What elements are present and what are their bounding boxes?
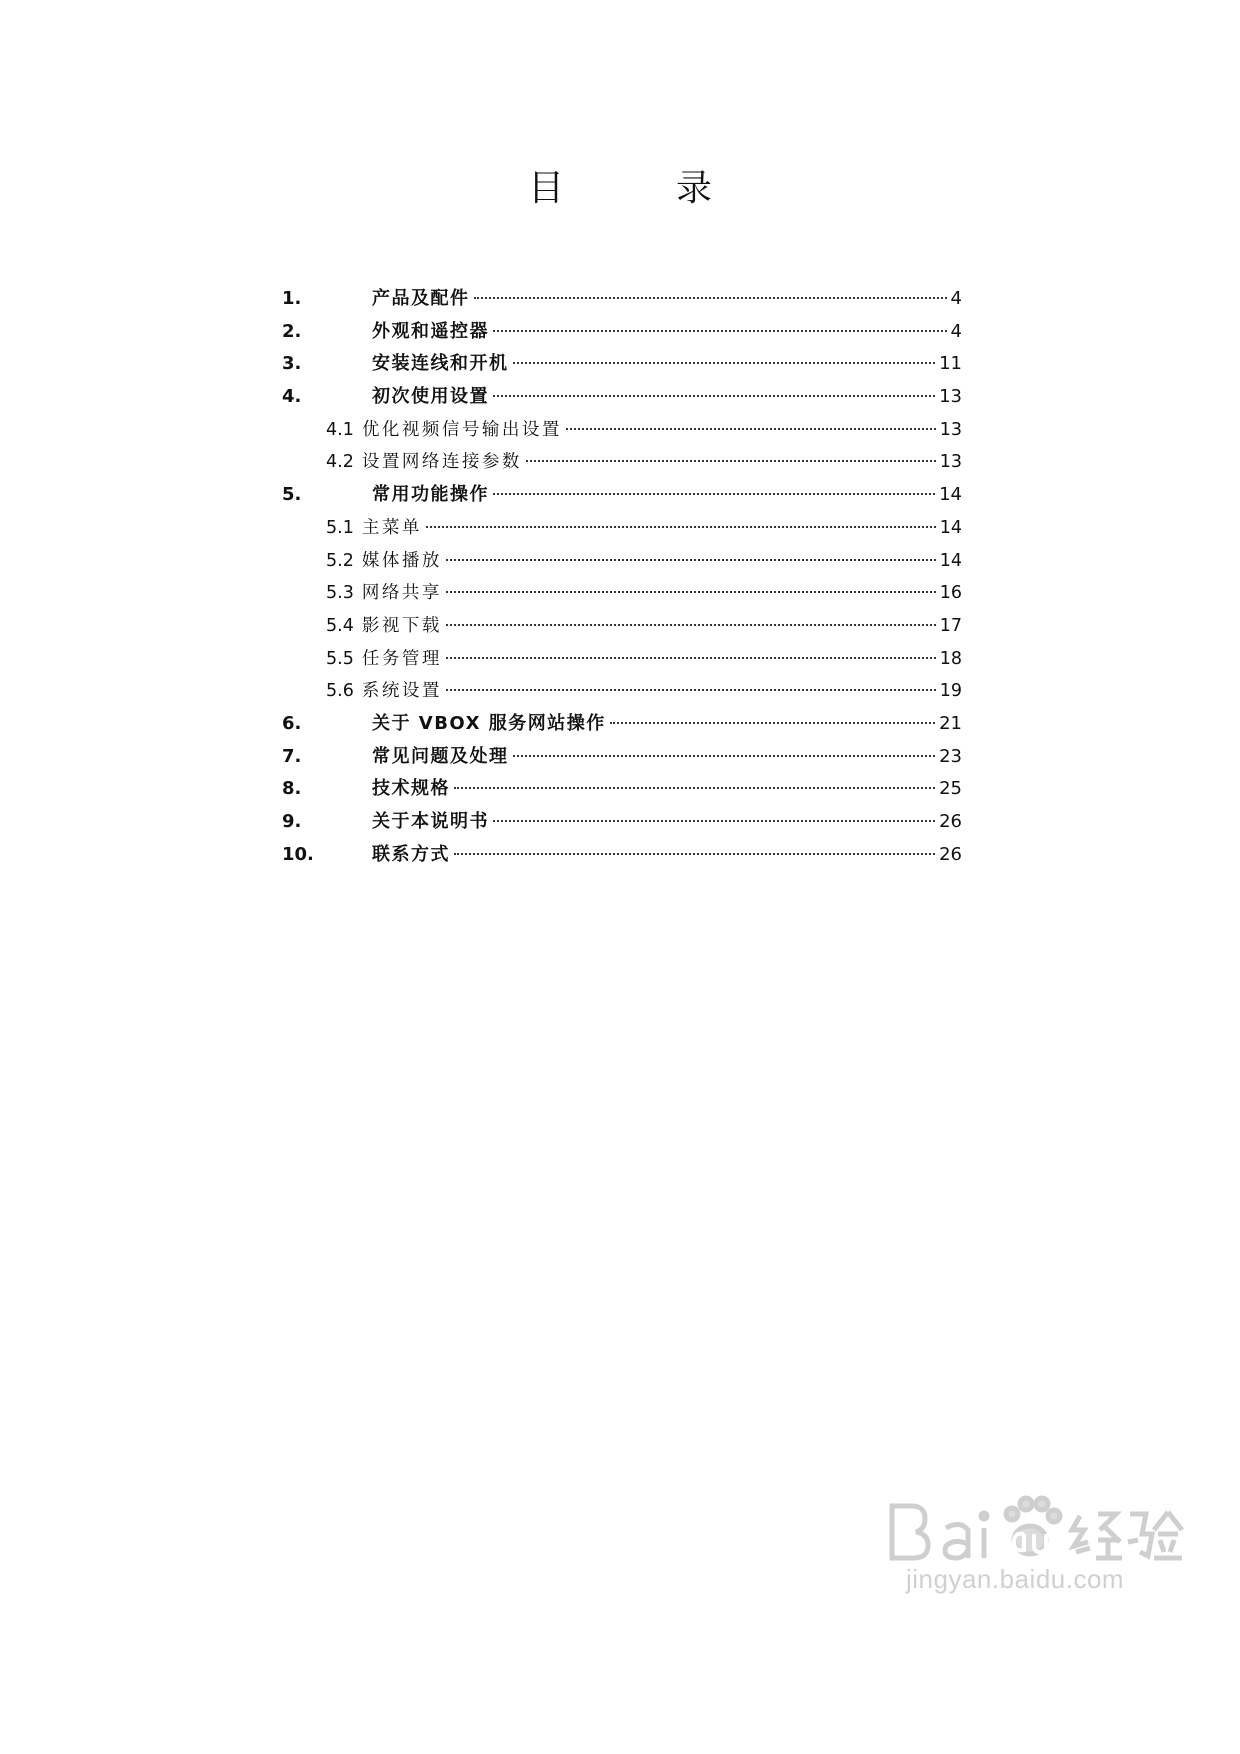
toc-entry-page: 13 bbox=[939, 419, 962, 440]
toc-entry[interactable] bbox=[282, 283, 962, 316]
dot-leader bbox=[566, 428, 936, 430]
dot-leader bbox=[493, 395, 935, 397]
toc-entry-number: 3. bbox=[282, 353, 302, 375]
toc-entry-page: 26 bbox=[939, 843, 962, 865]
toc-entry-title: 外观和遥控器 bbox=[372, 320, 489, 342]
dot-leader bbox=[446, 559, 936, 561]
toc-entry-title: 设置网络连接参数 bbox=[361, 452, 522, 473]
dot-leader bbox=[513, 755, 936, 757]
toc-entry-title: 任务管理 bbox=[361, 648, 442, 669]
toc-entry-number: 5.1 bbox=[326, 517, 354, 538]
toc-entry-number: 2. bbox=[282, 320, 302, 342]
dot-leader bbox=[446, 657, 936, 659]
toc-entry-page: 18 bbox=[939, 648, 962, 669]
toc-entry[interactable] bbox=[282, 773, 962, 806]
toc-entry-page: 25 bbox=[939, 778, 962, 800]
toc-entry[interactable] bbox=[282, 741, 962, 774]
toc-entry-title: 安装连线和开机 bbox=[372, 353, 509, 375]
toc-entry-number: 7. bbox=[282, 745, 302, 767]
dot-leader bbox=[454, 787, 935, 789]
dot-leader bbox=[493, 493, 935, 495]
toc-entry[interactable] bbox=[282, 806, 962, 839]
toc-entry[interactable] bbox=[282, 577, 962, 610]
baidu-paw-icon bbox=[884, 1486, 1184, 1566]
dot-leader bbox=[493, 820, 935, 822]
toc-entry[interactable] bbox=[282, 381, 962, 414]
toc-entry-title: 主菜单 bbox=[361, 517, 422, 538]
table-of-contents bbox=[282, 283, 962, 871]
toc-entry-number: 10. bbox=[282, 843, 314, 865]
toc-entry-page: 4 bbox=[950, 288, 962, 309]
dot-leader bbox=[474, 297, 947, 299]
toc-entry-page: 19 bbox=[939, 681, 962, 702]
toc-entry-number: 6. bbox=[282, 712, 302, 734]
toc-entry[interactable] bbox=[282, 708, 962, 741]
dot-leader bbox=[446, 624, 936, 626]
toc-entry[interactable] bbox=[282, 479, 962, 512]
toc-entry-title: 关于本说明书 bbox=[372, 811, 489, 832]
toc-entry-page: 14 bbox=[939, 550, 962, 571]
toc-entry-title: 系统设置 bbox=[361, 681, 442, 702]
toc-entry-number: 4. bbox=[282, 386, 302, 408]
toc-entry[interactable] bbox=[282, 675, 962, 708]
dot-leader bbox=[446, 689, 936, 691]
toc-entry[interactable] bbox=[282, 839, 962, 872]
dot-leader bbox=[426, 526, 936, 528]
toc-entry-title: 常用功能操作 bbox=[372, 484, 489, 506]
toc-entry-title: 关于 VBOX 服务网站操作 bbox=[372, 712, 606, 734]
toc-entry[interactable] bbox=[282, 610, 962, 643]
toc-entry-title: 媒体播放 bbox=[361, 550, 442, 571]
toc-entry-title: 产品及配件 bbox=[372, 288, 470, 309]
toc-entry-number: 5.2 bbox=[326, 550, 354, 571]
toc-entry[interactable] bbox=[282, 348, 962, 381]
dot-leader bbox=[610, 722, 935, 724]
toc-entry[interactable] bbox=[282, 316, 962, 349]
toc-entry-number: 9. bbox=[282, 811, 302, 832]
dot-leader bbox=[454, 853, 935, 855]
toc-entry-number: 5.5 bbox=[326, 648, 354, 669]
toc-entry[interactable] bbox=[282, 446, 962, 479]
toc-entry[interactable] bbox=[282, 512, 962, 545]
dot-leader bbox=[493, 330, 947, 332]
toc-entry-number: 8. bbox=[282, 778, 302, 800]
toc-entry-title: 联系方式 bbox=[372, 843, 450, 865]
toc-entry-title: 网络共享 bbox=[361, 583, 442, 604]
toc-entry[interactable] bbox=[282, 545, 962, 578]
toc-entry-page: 13 bbox=[939, 452, 962, 473]
toc-entry[interactable] bbox=[282, 414, 962, 447]
toc-entry-number: 5. bbox=[282, 484, 302, 506]
toc-entry-number: 4.2 bbox=[326, 452, 354, 473]
toc-entry-page: 14 bbox=[939, 517, 962, 538]
toc-entry-page: 14 bbox=[939, 484, 962, 506]
toc-entry[interactable] bbox=[282, 643, 962, 676]
page-title: 目 录 bbox=[527, 168, 750, 209]
toc-entry-page: 26 bbox=[939, 811, 962, 832]
dot-leader bbox=[446, 591, 936, 593]
toc-entry-title: 常见问题及处理 bbox=[372, 745, 509, 767]
toc-entry-page: 4 bbox=[950, 320, 962, 342]
toc-entry-title: 技术规格 bbox=[372, 778, 450, 800]
toc-entry-number: 1. bbox=[282, 288, 302, 309]
toc-entry-number: 5.3 bbox=[326, 583, 354, 604]
baidu-jingyan-watermark bbox=[884, 1446, 1184, 1596]
toc-entry-number: 5.4 bbox=[326, 615, 354, 636]
toc-entry-page: 16 bbox=[939, 583, 962, 604]
toc-entry-number: 4.1 bbox=[326, 419, 354, 440]
toc-entry-page: 21 bbox=[939, 712, 962, 734]
toc-entry-page: 23 bbox=[939, 745, 962, 767]
toc-entry-title: 优化视频信号输出设置 bbox=[361, 419, 562, 440]
toc-entry-page: 11 bbox=[939, 353, 962, 375]
dot-leader bbox=[526, 460, 936, 462]
toc-entry-page: 17 bbox=[939, 615, 962, 636]
toc-entry-page: 13 bbox=[939, 386, 962, 408]
dot-leader bbox=[513, 362, 936, 364]
toc-entry-title: 初次使用设置 bbox=[372, 386, 489, 408]
watermark-url: jingyan.baidu.com bbox=[906, 1564, 1125, 1594]
toc-entry-title: 影视下载 bbox=[361, 615, 442, 636]
toc-entry-number: 5.6 bbox=[326, 681, 354, 702]
